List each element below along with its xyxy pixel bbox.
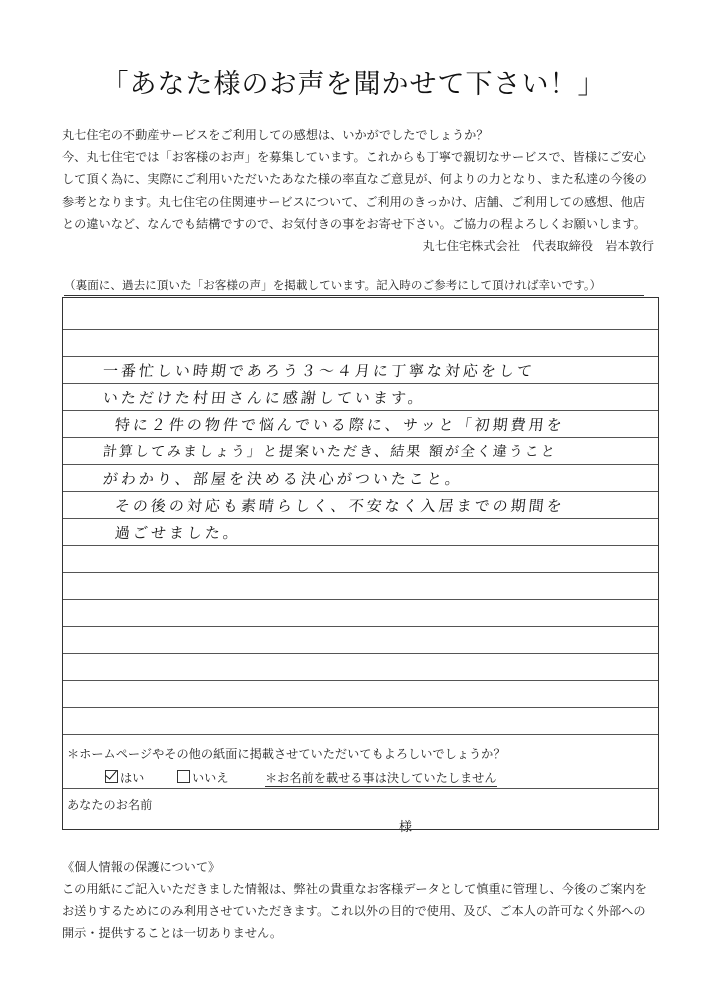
honorific: 様 xyxy=(399,820,413,835)
privacy-line: 開示・提供することは一切ありません。 xyxy=(62,926,283,940)
page-title: 「あなた様のお声を聞かせて下さい！」 xyxy=(101,69,606,100)
ruled-line xyxy=(63,734,658,735)
intro-line: 丸七住宅の不動産サービスをご利用しての感想は、いかがでしたでしょうか？ xyxy=(62,128,489,142)
name-label: あなたのお名前 xyxy=(67,798,153,812)
handwritten-line: 一番忙しい時期であろう３～４月に丁寧な対応をして xyxy=(102,362,536,380)
intro-line: して頂く為に、実際にご利用いただいたあなた様の率直なご意見が、何よりの力となり、また私達の今後の xyxy=(62,172,647,187)
ruled-line xyxy=(63,707,658,708)
consent-no-option[interactable] xyxy=(177,769,229,786)
handwritten-line: 計算してみましょう」と提案いただき、結果 額が全く違うこと xyxy=(102,444,558,460)
privacy-line: お送りするためにのみ利用させていただきます。これ以外の目的で使用、及び、ご本人の許可なく外部への xyxy=(62,904,646,918)
yes-checkbox[interactable] xyxy=(105,770,118,783)
privacy-heading: 《個人情報の保護について》 xyxy=(62,860,221,874)
handwritten-line: 過ごせました。 xyxy=(114,524,242,542)
comment-form-box xyxy=(62,297,659,835)
ruled-line xyxy=(63,464,658,465)
ruled-line xyxy=(63,626,658,627)
no-checkbox[interactable] xyxy=(177,770,190,783)
ruled-line xyxy=(63,383,658,384)
ruled-line xyxy=(63,788,658,789)
privacy-line: この用紙にご記入いただきました情報は、弊社の貴重なお客様データとして慎重に管理し、今後のご案内を xyxy=(62,882,647,896)
ruled-line xyxy=(63,599,658,600)
consent-question: ＊ホームページやその他の紙面に掲載させていただいてもよろしいでしょうか？ xyxy=(67,747,506,761)
ruled-line xyxy=(63,491,658,492)
consent-yes-option[interactable] xyxy=(105,769,144,786)
no-label: いいえ xyxy=(192,771,229,785)
handwritten-line: 特に２件の物件で悩んでいる際に、サッと「初期費用を xyxy=(114,416,566,434)
privacy-section xyxy=(62,856,682,944)
handwritten-line: その後の対応も素晴らしく、不安なく入居までの期間を xyxy=(114,497,566,515)
handwritten-line: がわかり、部屋を決める決心がついたこと。 xyxy=(102,470,464,488)
signature: 丸七住宅株式会社 代表取締役 岩本敦行 xyxy=(422,239,654,254)
ruled-line xyxy=(63,545,658,546)
name-privacy-note: ＊お名前を載せる事は決していたしません xyxy=(265,771,497,785)
ruled-line xyxy=(63,653,658,654)
intro-text xyxy=(62,124,662,257)
handwritten-line: いただけた村田さんに感謝しています。 xyxy=(102,389,427,407)
ruled-line xyxy=(63,680,658,681)
ruled-line xyxy=(63,329,658,330)
ruled-line xyxy=(63,356,658,357)
reference-note: （裏面に、過去に頂いた「お客様の声」を掲載しています。記入時のご参考にして頂ければ幸いです。） xyxy=(64,277,644,296)
intro-line: 参考となります。丸七住宅の住関連サービスについて、ご利用のきっかけ、店舗、ご利用しての感想、他店 xyxy=(62,194,646,209)
intro-line: との違いなど、なんでも結構ですので、お気付きの事をお寄せ下さい。ご協力の程よろしくお願いします。 xyxy=(62,216,646,231)
yes-label: はい xyxy=(120,771,145,785)
intro-line: 今、丸七住宅では「お客様のお声」を募集しています。これからも丁寧で親切なサービスで、皆様にご安心 xyxy=(62,150,646,165)
ruled-line xyxy=(63,518,658,519)
ruled-line xyxy=(63,437,658,438)
ruled-line xyxy=(63,410,658,411)
ruled-line xyxy=(63,572,658,573)
